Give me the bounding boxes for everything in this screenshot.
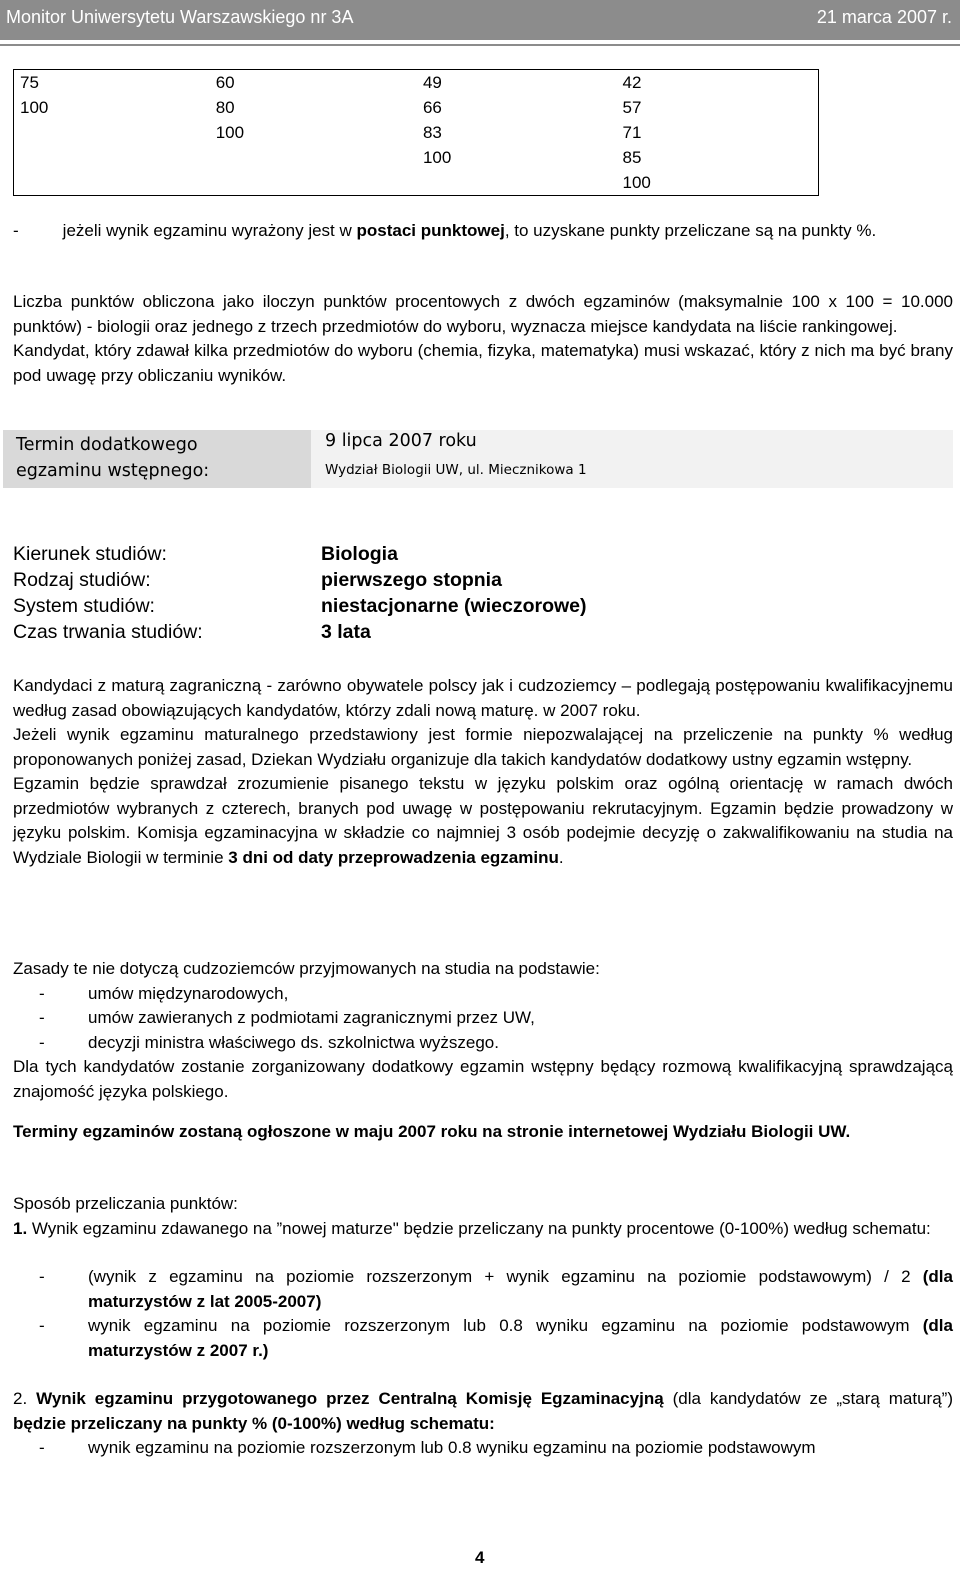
list-item: - umów międzynarodowych, — [39, 983, 289, 1003]
study-value: 3 lata — [321, 621, 371, 643]
list-item: - umów zawieranych z podmiotami zagranicznymi przez UW, — [39, 1008, 535, 1027]
study-value: niestacjonarne (wieczorowe) — [321, 595, 587, 617]
table-cell: 57 — [622, 97, 642, 117]
study-value: Biologia — [321, 543, 398, 565]
study-key: Czas trwania studiów: — [13, 621, 203, 643]
table-cell: 100 — [422, 147, 452, 167]
table-cell: 100 — [622, 172, 651, 192]
table-cell: 71 — [622, 122, 642, 142]
table-row — [14, 145, 819, 170]
table-cell: 100 — [20, 97, 49, 117]
page-header — [0, 0, 960, 40]
exam-date: 9 lipca 2007 roku — [325, 431, 477, 451]
table-cell — [14, 170, 210, 196]
table-cell: 42 — [622, 72, 642, 92]
points-calculation-section: Sposób przeliczania punktów: 1. Wynik egzaminu zdawanego na ”nowej maturze" będzie przeliczany na punkty procentowe (0-100%) według schematu: - (wynik z egzaminu na poziomie rozszerzonym + wynik egzaminu na poziomie podstawowym) / 2 (dla maturzystów z lat 2005-2007) - wynik egzaminu na poziomie rozszerzonym lub 0.8 wyniku egzaminu na poziomie podstawowym (dla maturzystów z 2007 r.) 2. Wynik egzaminu przygotowanego przez Centralną Komisję Egzaminacyjną (dla kandydatów ze „starą maturą”) będzie przeliczany na punkty % (0-100%) według schematu: - wynik egzaminu na poziomie rozszerzonym lub 0.8 wyniku egzaminu na poziomie podstawowym — [13, 1192, 953, 1461]
table-cell — [417, 170, 617, 196]
table-cell: 83 — [422, 122, 442, 142]
table-row — [14, 170, 819, 196]
list-item: - decyzji ministra właściwego ds. szkolnictwa wyższego. — [39, 1032, 499, 1052]
exam-date-box — [3, 430, 953, 488]
table-row — [14, 95, 819, 120]
table-row — [14, 70, 819, 96]
points-conversion-note: - jeżeli wynik egzaminu wyrażony jest w postaci punktowej, to uzyskane punkty przeliczane są na punkty %. — [13, 221, 877, 240]
table-cell: 80 — [215, 97, 235, 117]
header-title: Monitor Uniwersytetu Warszawskiego nr 3A — [6, 7, 354, 27]
table-cell: 75 — [20, 72, 39, 92]
table-cell — [14, 120, 210, 145]
table-row — [14, 120, 819, 145]
list-item: - (wynik z egzaminu na poziomie rozszerzonym + wynik egzaminu na poziomie podstawowym) / 2 (dla maturzystów z lat 2005-2007) — [39, 1267, 953, 1311]
study-key: System studiów: — [13, 595, 155, 617]
exam-dates-announcement: Terminy egzaminów zostaną ogłoszone w maju 2007 roku na stronie internetowej Wydziału Biologii UW. — [13, 1122, 851, 1141]
list-item: - wynik egzaminu na poziomie rozszerzonym lub 0.8 wyniku egzaminu na poziomie podstawowym (dla maturzystów z 2007 r.) — [39, 1316, 953, 1360]
exam-place: Wydział Biologii UW, ul. Miecznikowa 1 — [325, 462, 587, 478]
table-cell: 60 — [215, 72, 235, 92]
table-cell: 66 — [422, 97, 442, 117]
conversion-table — [13, 69, 819, 196]
header-divider — [0, 44, 960, 46]
table-cell: 100 — [215, 122, 245, 142]
list-item: - wynik egzaminu na poziomie rozszerzonym lub 0.8 wyniku egzaminu na poziomie podstawowym — [39, 1438, 816, 1457]
page-number: 4 — [475, 1548, 485, 1567]
subject-choice-paragraph: Kandydat, który zdawał kilka przedmiotów do wyboru (chemia, fizyka, matematyka) musi wskazać, który z nich ma być brany pod uwagę przy obliczaniu wyników. — [13, 341, 953, 385]
study-key: Kierunek studiów: — [13, 543, 167, 565]
study-value: pierwszego stopnia — [321, 569, 502, 591]
table-cell — [14, 145, 210, 170]
table-cell: 49 — [422, 72, 442, 92]
exam-date-label: Termin dodatkowego egzaminu wstępnego: — [16, 435, 210, 481]
table-cell — [210, 145, 417, 170]
foreign-matura-section: Kandydaci z maturą zagraniczną - zarówno obywatele polscy jak i cudzoziemcy – podlegają postępowaniu kwalifikacyjnemu według zasad obowiązujących kandydatów, którzy zdali nową maturę. w 2007 roku. Jeżeli wynik egzaminu maturalnego przedstawiony jest formie niepozwalającej na przeliczenie na punkty % według proponowanych poniżej zasad, Dziekan Wydziału organizuje dla takich kandydatów dodatkowy ustny egzamin wstępny. Egzamin będzie sprawdzał zrozumienie pisanego tekstu w języku polskim oraz ogólną orientację w ramach dwóch przedmiotów wybranych z czterech, branych pod uwagę w postępowaniu rekrutacyjnym. Egzamin będzie prowadzony w języku polskim. Komisja egzaminacyjna w składzie co najmniej 3 osób podejmie decyzję o zakwalifikowaniu na studia na Wydziale Biologii w terminie 3 dni od daty przeprowadzenia egzaminu. — [13, 676, 953, 867]
table-cell: 85 — [622, 147, 642, 167]
study-key: Rodzaj studiów: — [13, 569, 151, 591]
table-cell — [210, 170, 417, 196]
ranking-paragraph: Liczba punktów obliczona jako iloczyn punktów procentowych z dwóch egzaminów (maksymalnie 100 x 100 = 10.000 punktów) - biologii oraz jednego z trzech przedmiotów do wyboru, wyznacza miejsce kandydata na liście rankingowej. Kandydat, który zdawał kilka przedmiotów do wyboru (chemia, fizyka, matematyka) musi wskazać, który z nich ma być brany pod uwagę przy obliczaniu wyników. — [13, 290, 953, 388]
exemptions-section: Zasady te nie dotyczą cudzoziemców przyjmowanych na studia na podstawie: - umów międzynarodowych, - umów zawieranych z podmiotami zagranicznymi przez UW, - decyzji ministra właściwego ds. szkolnictwa wyższego. Dla tych kandydatów zostanie zorganizowany dodatkowy egzamin wstępny będący rozmową kwalifikacyjną sprawdzającą znajomość języka polskiego. — [13, 959, 953, 1101]
header-date: 21 marca 2007 r. — [816, 7, 952, 27]
